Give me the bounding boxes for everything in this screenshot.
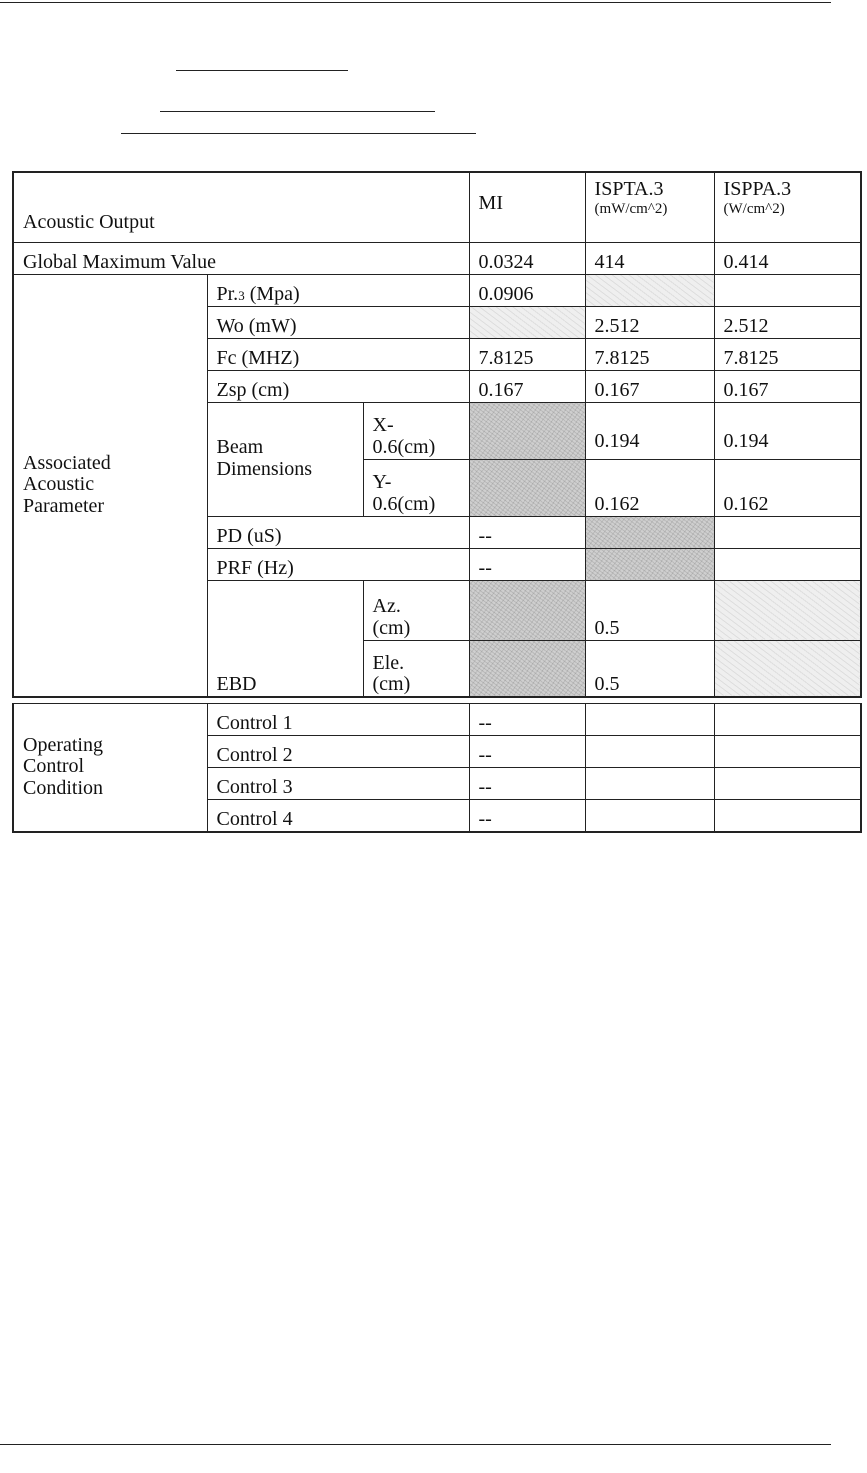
control-1-ispta <box>585 704 714 736</box>
pr3-mi: 0.0906 <box>469 274 585 306</box>
ebd-label: EBD <box>207 580 363 697</box>
pd-mi: -- <box>469 516 585 548</box>
beam-y-ispta: 0.162 <box>585 459 714 516</box>
control-3-isppa <box>714 768 861 800</box>
global-max-mi: 0.0324 <box>469 242 585 274</box>
ebd-az-isppa-shaded <box>714 580 861 640</box>
ebd-ele-line1: Ele. <box>372 651 405 674</box>
top-rule <box>0 2 831 3</box>
header-ispta <box>585 172 714 242</box>
pd-label: PD (uS) <box>207 516 469 548</box>
fc-ispta: 7.8125 <box>585 338 714 370</box>
associated-label-line2: Acoustic <box>23 473 95 496</box>
ebd-az-line2: (cm) <box>372 616 411 639</box>
pr3-label <box>207 274 469 306</box>
control-4-label: Control 4 <box>207 800 469 832</box>
pr3-ispta-shaded <box>585 274 714 306</box>
acoustic-output-table <box>12 171 862 698</box>
control-1-mi: -- <box>469 704 585 736</box>
pd-ispta-shaded <box>585 516 714 548</box>
pr3-prefix: Pr. <box>216 282 239 305</box>
wo-ispta: 2.512 <box>585 306 714 338</box>
prf-mi: -- <box>469 548 585 580</box>
operating-label-line1: Operating <box>23 733 103 756</box>
blank-line-2 <box>160 111 435 112</box>
pr3-row <box>13 274 861 306</box>
prf-isppa-empty <box>714 548 861 580</box>
wo-isppa: 2.512 <box>714 306 861 338</box>
beam-x-mi-shaded <box>469 402 585 459</box>
associated-label-line1: Associated <box>23 451 111 474</box>
blank-line-3 <box>121 133 476 134</box>
beam-x-isppa: 0.194 <box>714 402 861 459</box>
control-2-isppa <box>714 736 861 768</box>
header-isppa-label: ISPPA.3 <box>723 178 792 200</box>
zsp-isppa: 0.167 <box>714 370 861 402</box>
beam-y-label <box>363 459 469 516</box>
global-max-isppa: 0.414 <box>714 242 861 274</box>
control-2-mi: -- <box>469 736 585 768</box>
beam-label-line1: Beam <box>216 436 264 459</box>
control-1-row <box>13 704 861 736</box>
beam-x-line2: 0.6(cm) <box>372 435 436 458</box>
control-1-label: Control 1 <box>207 704 469 736</box>
fc-isppa: 7.8125 <box>714 338 861 370</box>
pr3-sub: 3 <box>238 287 245 303</box>
ebd-ele-isppa-shaded <box>714 640 861 697</box>
pd-isppa-empty <box>714 516 861 548</box>
beam-label-line2: Dimensions <box>216 458 313 480</box>
control-4-mi: -- <box>469 800 585 832</box>
prf-ispta-shaded <box>585 548 714 580</box>
associated-label <box>13 274 207 697</box>
operating-label-line3: Condition <box>23 777 104 800</box>
global-max-label: Global Maximum Value <box>13 242 469 274</box>
header-ispta-unit: (mW/cm^2) <box>594 200 668 217</box>
pr3-suffix: (Mpa) <box>244 282 300 305</box>
ebd-ele-ispta: 0.5 <box>585 640 714 697</box>
ebd-az-ispta: 0.5 <box>585 580 714 640</box>
beam-x-line1: X- <box>372 414 394 437</box>
header-mi: MI <box>469 172 585 242</box>
beam-y-line1: Y- <box>372 471 392 494</box>
control-2-ispta <box>585 736 714 768</box>
header-acoustic-output: Acoustic Output <box>13 172 469 242</box>
ebd-ele-line2: (cm) <box>372 673 411 696</box>
header-isppa <box>714 172 861 242</box>
header-ispta-label: ISPTA.3 <box>594 178 664 200</box>
header-isppa-unit: (W/cm^2) <box>723 200 785 217</box>
beam-y-isppa: 0.162 <box>714 459 861 516</box>
fc-mi: 7.8125 <box>469 338 585 370</box>
beam-y-line2: 0.6(cm) <box>372 492 436 515</box>
operating-label-line2: Control <box>23 755 85 778</box>
beam-label <box>207 402 363 516</box>
wo-mi-shaded <box>469 306 585 338</box>
control-1-isppa <box>714 704 861 736</box>
ebd-ele-mi-shaded <box>469 640 585 697</box>
ebd-az-mi-shaded <box>469 580 585 640</box>
operating-label <box>13 704 207 832</box>
zsp-ispta: 0.167 <box>585 370 714 402</box>
associated-label-line3: Parameter <box>23 495 105 518</box>
control-4-ispta <box>585 800 714 832</box>
beam-y-mi-shaded <box>469 459 585 516</box>
pr3-isppa-empty <box>714 274 861 306</box>
control-3-mi: -- <box>469 768 585 800</box>
ebd-az-label <box>363 580 469 640</box>
control-3-ispta <box>585 768 714 800</box>
beam-x-label <box>363 402 469 459</box>
prf-label: PRF (Hz) <box>207 548 469 580</box>
bottom-rule <box>0 1444 831 1445</box>
ebd-az-line1: Az. <box>372 595 401 618</box>
operating-control-table <box>12 703 862 833</box>
blank-line-1 <box>176 70 348 71</box>
global-max-ispta: 414 <box>585 242 714 274</box>
control-2-label: Control 2 <box>207 736 469 768</box>
beam-x-ispta: 0.194 <box>585 402 714 459</box>
zsp-mi: 0.167 <box>469 370 585 402</box>
zsp-label: Zsp (cm) <box>207 370 469 402</box>
global-max-row <box>13 242 861 274</box>
wo-label: Wo (mW) <box>207 306 469 338</box>
ebd-ele-label <box>363 640 469 697</box>
header-row <box>13 172 861 242</box>
control-3-label: Control 3 <box>207 768 469 800</box>
fc-label: Fc (MHZ) <box>207 338 469 370</box>
control-4-isppa <box>714 800 861 832</box>
